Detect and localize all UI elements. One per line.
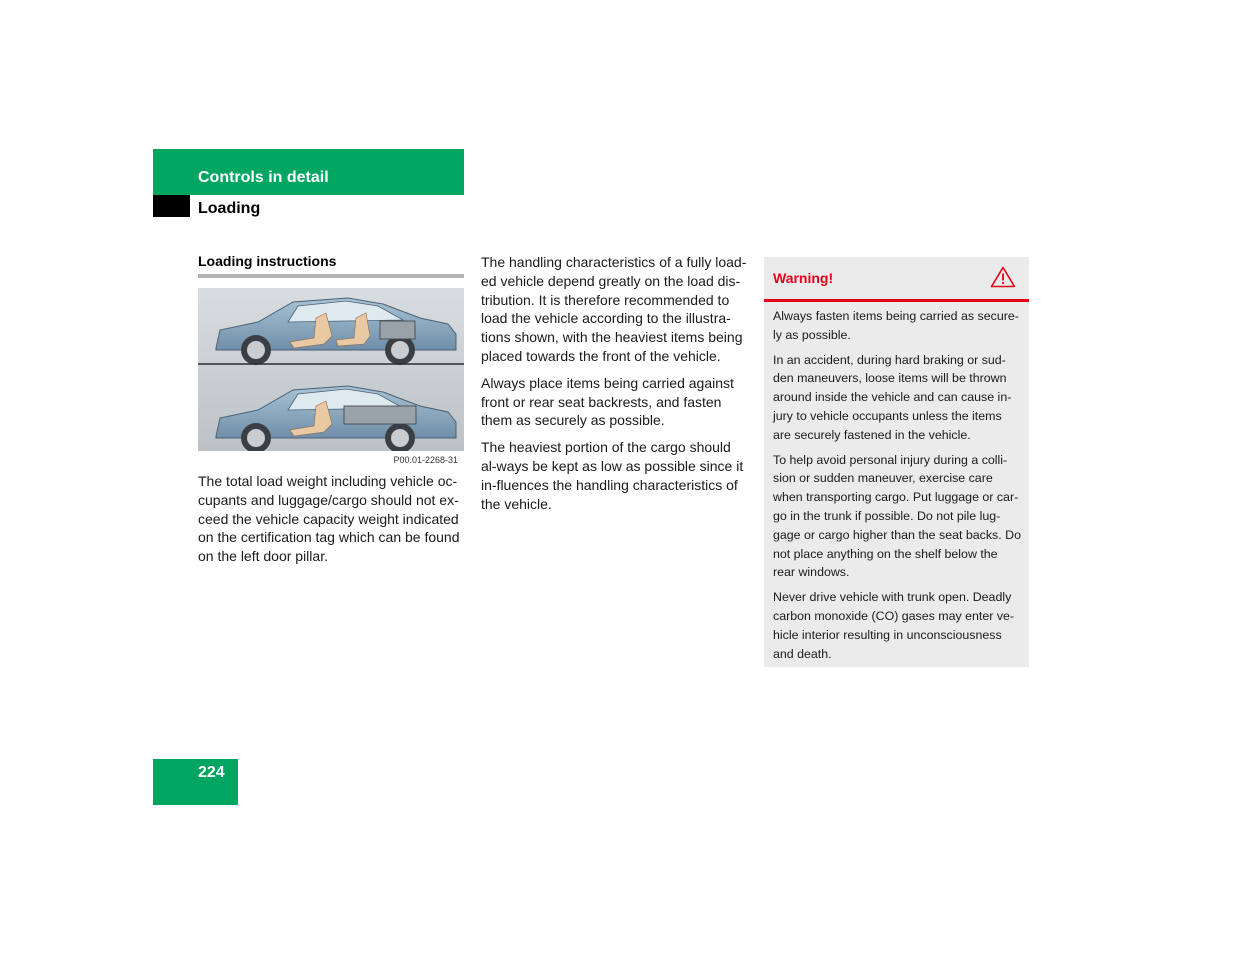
warning-triangle-icon [990,266,1016,288]
warning-box [764,257,1029,667]
warning-body [764,302,1029,663]
section-title: Loading [198,200,261,217]
warning-paragraph: Always fasten items being carried as secure-ly as possible. [773,309,1019,342]
paragraph: The heaviest portion of the cargo should al-ways be kept as low as possible since it in-fluences the handling characteristics of the vehicle. [481,439,744,512]
loading-illustration [198,288,464,466]
warning-paragraph: In an accident, during hard braking or sud-den maneuvers, loose items will be thrown around inside the vehicle and can cause in-jury to vehicle occupants unless the items are securely fastened in the vehicle. [773,352,1012,442]
section-heading: Loading instructions [198,253,464,278]
chapter-title: Controls in detail [198,169,329,186]
warning-paragraph: Never drive vehicle with trunk open. Deadly carbon monoxide (CO) gases may enter ve-hicle interior resulting in unconsciousness and death. [773,590,1015,661]
car-loading-diagram [198,288,464,466]
image-code: P00.01-2268-31 [393,455,458,465]
paragraph: Always place items being carried against front or rear seat backrests, and fasten them as securely as possible. [481,374,734,429]
warning-header [764,257,1029,302]
warning-paragraph: To help avoid personal injury during a colli-sion or sudden maneuver, exercise care when transporting cargo. Put luggage or car-go in the trunk if possible. Do not pile lug-gage or cargo higher than the seat backs. Do not place anything on the shelf below the rear windows. [773,452,1021,580]
section-marker [153,195,190,217]
left-column [198,253,464,574]
warning-title: Warning! [773,270,834,286]
paragraph: The handling characteristics of a fully load-ed vehicle depend greatly on the load dis-tribution. It is therefore recommended to load the vehicle according to the illustra-tions shown, with the heaviest items being placed towards the front of the vehicle. [481,254,747,364]
page-number: 224 [198,764,225,781]
page-number-tab [153,759,238,805]
middle-column [481,253,749,521]
paragraph: The total load weight including vehicle oc-cupants and luggage/cargo should not ex-ceed the vehicle capacity weight indicated on the certification tag which can be found on the left door pillar. [198,473,460,565]
